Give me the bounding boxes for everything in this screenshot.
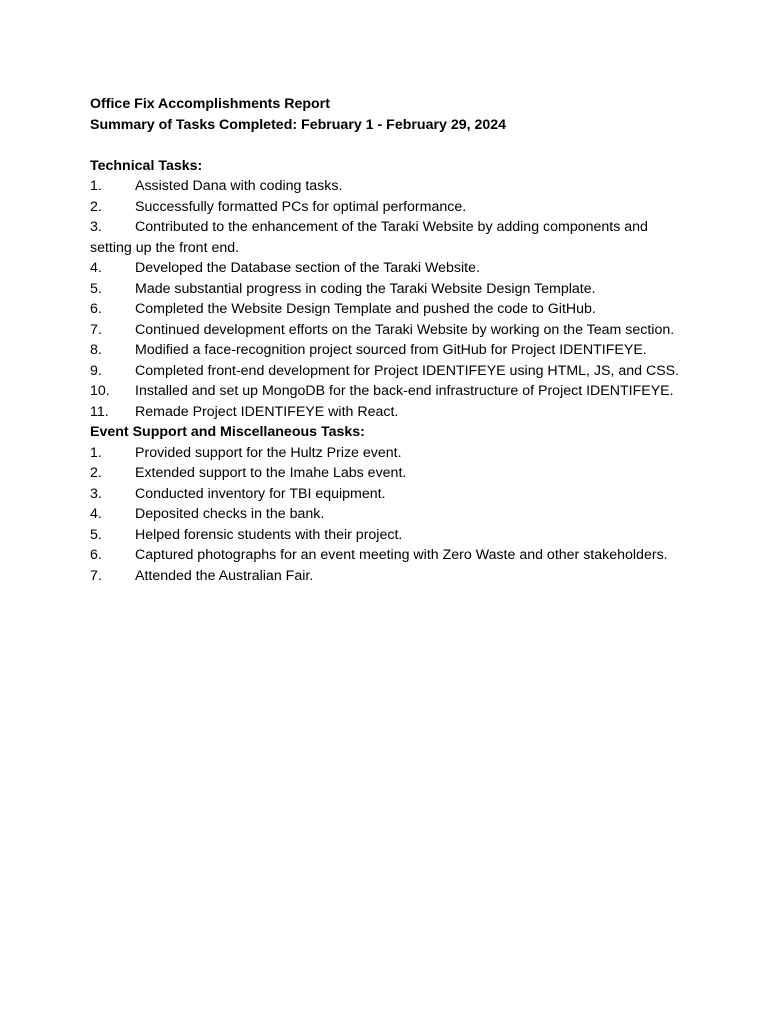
list-item: [90, 381, 690, 402]
list-item: [90, 545, 690, 566]
item-text: Conducted inventory for TBI equipment.: [135, 485, 386, 502]
item-number: 3.: [90, 485, 102, 502]
list-item: [90, 443, 690, 464]
document-page: [90, 94, 690, 586]
section-heading: Technical Tasks:: [90, 157, 203, 174]
list-item: [90, 279, 690, 300]
list-item: [90, 566, 690, 587]
item-text: Completed front-end development for Project IDENTIFEYE using HTML, JS, and CSS.: [135, 362, 680, 379]
list-item: [90, 197, 690, 218]
list-item: [90, 402, 690, 423]
item-text: Assisted Dana with coding tasks.: [135, 178, 343, 194]
list-item: [90, 176, 690, 197]
item-number: 1.: [90, 178, 102, 194]
list-item: [90, 504, 690, 525]
item-text: Contributed to the enhancement of the Taraki Website by adding components and setting up the front end.: [90, 219, 648, 256]
item-text: Developed the Database section of the Taraki Website.: [135, 260, 480, 276]
item-text: Attended the Australian Fair.: [135, 567, 314, 584]
item-text: Provided support for the Hultz Prize event.: [135, 444, 402, 461]
list-item: [90, 217, 690, 258]
item-text: Deposited checks in the bank.: [135, 506, 325, 522]
item-number: 7.: [90, 567, 102, 584]
item-number: 9.: [90, 362, 102, 379]
item-number: 6.: [90, 301, 102, 317]
section-technical-tasks: [90, 156, 690, 423]
item-number: 4.: [90, 260, 102, 276]
item-text: Installed and set up MongoDB for the back-end infrastructure of Project IDENTIFEYE.: [135, 383, 674, 399]
item-text: Helped forensic students with their project.: [135, 526, 403, 543]
item-number: 5.: [90, 526, 102, 543]
item-number: 4.: [90, 506, 102, 522]
section-heading: Event Support and Miscellaneous Tasks:: [90, 424, 365, 440]
item-text: Completed the Website Design Template and pushed the code to GitHub.: [135, 301, 596, 317]
item-text: Extended support to the Imahe Labs event.: [135, 465, 407, 481]
item-number: 10.: [90, 383, 110, 399]
list-item: [90, 299, 690, 320]
item-text: Captured photographs for an event meeting with Zero Waste and other stakeholders.: [135, 547, 668, 563]
list-item: [90, 258, 690, 279]
item-number: 1.: [90, 444, 102, 461]
item-number: 5.: [90, 280, 102, 297]
spacer: [90, 135, 690, 156]
item-number: 3.: [90, 219, 102, 235]
item-text: Modified a face-recognition project sourced from GitHub for Project IDENTIFEYE.: [135, 342, 647, 358]
report-subtitle: Summary of Tasks Completed: February 1 - February 29, 2024: [90, 116, 507, 133]
list-item: [90, 361, 690, 382]
report-title: Office Fix Accomplishments Report: [90, 96, 330, 112]
list-item: [90, 484, 690, 505]
section-event-support: [90, 422, 690, 586]
item-number: 6.: [90, 547, 102, 563]
list-item: [90, 525, 690, 546]
item-number: 2.: [90, 198, 102, 215]
item-text: Made substantial progress in coding the Taraki Website Design Template.: [135, 280, 596, 297]
item-number: 2.: [90, 465, 102, 481]
item-number: 8.: [90, 342, 102, 358]
list-item: [90, 463, 690, 484]
list-item: [90, 340, 690, 361]
item-number: 11.: [90, 403, 109, 420]
list-item: [90, 320, 690, 341]
item-text: Remade Project IDENTIFEYE with React.: [135, 403, 399, 420]
item-number: 7.: [90, 321, 102, 338]
item-text: Successfully formatted PCs for optimal performance.: [135, 198, 467, 215]
item-text: Continued development efforts on the Taraki Website by working on the Team section.: [135, 321, 675, 338]
